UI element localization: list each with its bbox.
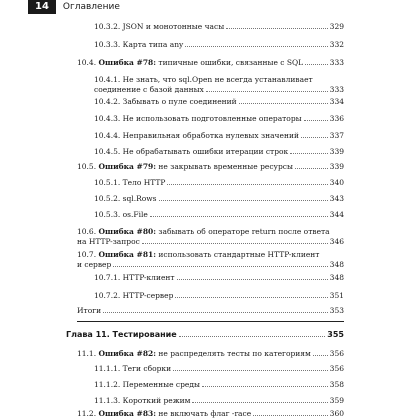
entry-title-line2: соединение с базой данных (94, 85, 204, 94)
entry-title: sql.Rows (122, 194, 157, 203)
entry-title-line2: на HTTP-запрос (77, 237, 140, 246)
toc-chapter-entry (0, 330, 420, 340)
section-number: 10.7.2. (94, 291, 121, 300)
page-ref: 336 (329, 114, 344, 123)
toc-entry (0, 273, 420, 283)
dot-leader (173, 370, 328, 371)
page-ref: 359 (329, 396, 344, 405)
entry-title: Итоги (77, 306, 102, 315)
section-number: 11.1. (77, 349, 97, 358)
section-number: 10.7. (77, 250, 97, 259)
toc-entry (0, 210, 420, 220)
entry-title-line1: Не знать, что sql.Open не всегда устанавливает (122, 75, 313, 84)
dot-leader (290, 153, 327, 154)
entry-title: HTTP-клиент (122, 273, 175, 282)
section-number: 10.7.1. (94, 273, 121, 282)
dot-leader (113, 266, 327, 267)
entry-title: Забывать о пуле соединений (122, 97, 237, 106)
entry-title: Не использовать подготовленные операторы (122, 114, 302, 123)
toc-entry (0, 147, 420, 157)
entry-title-line1: забывать об операторе return после ответа (158, 227, 330, 236)
page-ref: 355 (327, 330, 344, 339)
toc-entry (0, 194, 420, 204)
dot-leader (185, 46, 327, 47)
page-ref: 358 (329, 380, 344, 389)
toc-entry (0, 349, 420, 359)
page-ref: 339 (329, 162, 344, 171)
entry-title: HTTP-сервер (122, 291, 174, 300)
page-number: 14 (28, 0, 56, 14)
toc-entry (0, 306, 420, 316)
mistake-label: Ошибка #82: (98, 349, 157, 358)
dot-leader (304, 120, 328, 121)
section-number: 10.5. (77, 162, 97, 171)
toc-entry (0, 364, 420, 374)
toc-entry (0, 396, 420, 406)
entry-title: JSON и монотонные часы (122, 22, 225, 31)
page-ref: 340 (329, 178, 344, 187)
entry-title-line1: использовать стандартные HTTP-клиент (158, 250, 320, 259)
dot-leader (206, 91, 328, 92)
chapter-title: Глава 11. Тестирование (66, 330, 177, 339)
entry-title: типичные ошибки, связанные с SQL (158, 58, 304, 67)
toc-entry (0, 380, 420, 390)
running-title: Оглавление (62, 2, 120, 12)
page-ref: 334 (329, 97, 344, 106)
entry-title: Не обрабатывать ошибки итерации строк (122, 147, 289, 156)
dot-leader (226, 28, 327, 29)
section-number: 10.4.4. (94, 131, 121, 140)
toc-entry (0, 178, 420, 188)
page-ref: 332 (329, 40, 344, 49)
page-ref: 329 (329, 22, 344, 31)
section-number: 10.4. (77, 58, 97, 67)
section-number: 10.4.3. (94, 114, 121, 123)
toc-entry (0, 227, 420, 247)
section-number: 10.3.2. (94, 22, 121, 31)
dot-leader (103, 312, 328, 313)
mistake-label: Ошибка #78: (98, 58, 157, 67)
entry-title: Карта типа any (122, 40, 184, 49)
section-number: 11.2. (77, 409, 97, 418)
dot-leader (301, 137, 328, 138)
section-number: 10.3.3. (94, 40, 121, 49)
entry-title: Неправильная обработка нулевых значений (122, 131, 299, 140)
page-ref: 346 (329, 237, 344, 246)
dot-leader (313, 355, 328, 356)
page-header (28, 0, 120, 14)
dot-leader (177, 279, 328, 280)
dot-leader (167, 184, 327, 185)
page-ref: 333 (329, 58, 344, 67)
section-number: 11.1.2. (94, 380, 121, 389)
section-number: 10.4.2. (94, 97, 121, 106)
dot-leader (150, 216, 328, 217)
toc-entry (0, 114, 420, 124)
entry-title-line2: и сервер (77, 260, 112, 269)
toc-entry (0, 97, 420, 107)
dot-leader (179, 336, 326, 337)
page-ref: 343 (329, 194, 344, 203)
dot-leader (295, 168, 328, 169)
section-number: 10.5.2. (94, 194, 121, 203)
page-ref: 351 (329, 291, 344, 300)
mistake-label: Ошибка #80: (98, 227, 157, 236)
dot-leader (159, 200, 328, 201)
toc-entry (0, 58, 420, 68)
page-ref: 339 (329, 147, 344, 156)
toc-entry (0, 131, 420, 141)
page-ref: 360 (329, 409, 344, 418)
section-number: 10.6. (77, 227, 97, 236)
dot-leader (175, 297, 327, 298)
entry-title: не закрывать временные ресурсы (158, 162, 293, 171)
dot-leader (192, 402, 327, 403)
chapter-divider (77, 321, 344, 322)
dot-leader (202, 386, 328, 387)
section-number: 10.4.5. (94, 147, 121, 156)
page-ref: 348 (329, 273, 344, 282)
dot-leader (305, 64, 328, 65)
dot-leader (239, 103, 328, 104)
entry-title: Переменные среды (122, 380, 200, 389)
mistake-label: Ошибка #83: (98, 409, 157, 418)
section-number: 11.1.3. (94, 396, 121, 405)
section-number: 11.1.1. (94, 364, 121, 373)
section-number: 10.5.3. (94, 210, 121, 219)
page-ref: 333 (329, 85, 344, 94)
entry-title: Тело HTTP (122, 178, 166, 187)
entry-title: Теги сборки (122, 364, 172, 373)
page-ref: 353 (329, 306, 344, 315)
toc-entry (0, 40, 420, 50)
page-ref: 344 (329, 210, 344, 219)
toc-entry (0, 291, 420, 301)
dot-leader (253, 415, 328, 416)
page-ref: 356 (329, 364, 344, 373)
toc-entry (0, 22, 420, 32)
toc-entry (0, 250, 420, 270)
mistake-label: Ошибка #81: (98, 250, 157, 259)
toc-entry (0, 409, 420, 419)
page-ref: 337 (329, 131, 344, 140)
entry-title: os.File (122, 210, 148, 219)
toc-entry (0, 75, 420, 95)
dot-leader (142, 243, 328, 244)
entry-title: Короткий режим (122, 396, 191, 405)
mistake-label: Ошибка #79: (98, 162, 157, 171)
section-number: 10.5.1. (94, 178, 121, 187)
section-number: 10.4.1. (94, 75, 121, 84)
entry-title: не включать флаг -race (158, 409, 252, 418)
toc-entry (0, 162, 420, 172)
entry-title: не распределять тесты по категориям (158, 349, 311, 358)
page-ref: 348 (329, 260, 344, 269)
page-ref: 356 (329, 349, 344, 358)
